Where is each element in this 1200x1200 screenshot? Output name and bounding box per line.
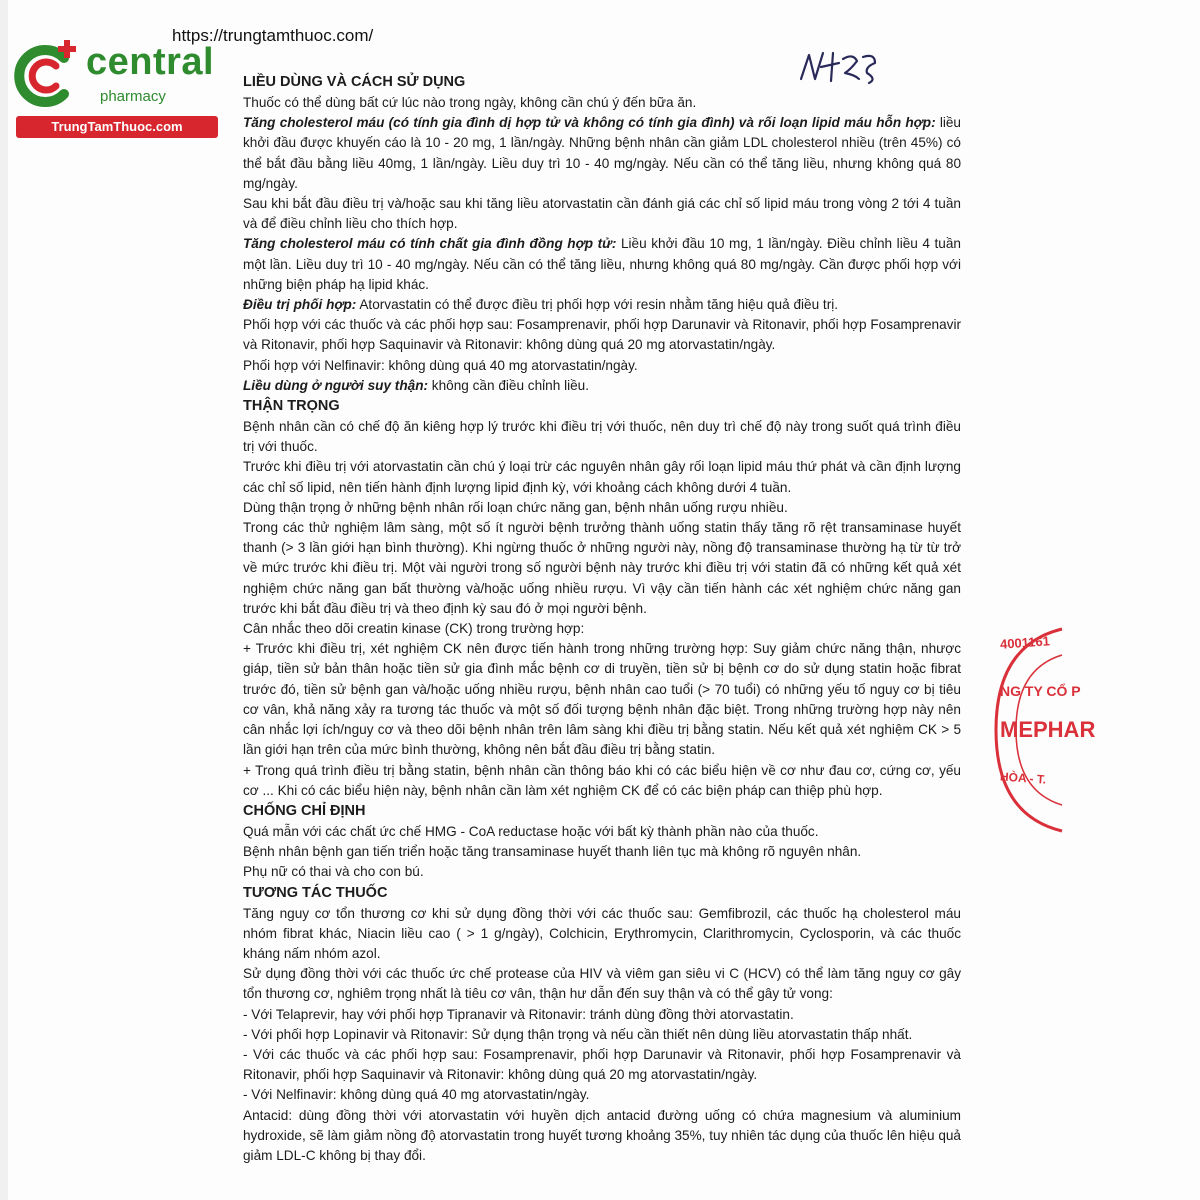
logo-banner: TrungTamThuoc.com bbox=[16, 116, 218, 138]
paragraph bbox=[243, 376, 961, 396]
logo-subtitle: pharmacy bbox=[100, 88, 166, 105]
paragraph: - Với Nelfinavir: không dùng quá 40 mg atorvastatin/ngày. bbox=[243, 1087, 590, 1103]
paragraph: Bệnh nhân cần có chế độ ăn kiêng hợp lý trước khi điều trị với thuốc, nên duy trì chế độ này trong suốt quá trình điều trị với thuốc. bbox=[243, 419, 961, 455]
section-heading-interaction: TƯƠNG TÁC THUỐC bbox=[243, 884, 388, 901]
paragraph: Cân nhắc theo dõi creatin kinase (CK) trong trường hợp: bbox=[243, 621, 585, 637]
paragraph: Sau khi bắt đầu điều trị và/hoặc sau khi tăng liều atorvastatin cần đánh giá các chỉ số lipid máu trong vòng 2 tới 4 tuần và để điều chỉnh liều cho thích hợp. bbox=[243, 196, 961, 232]
paragraph: Tăng nguy cơ tổn thương cơ khi sử dụng đồng thời với các thuốc sau: Gemfibrozil, các thuốc hạ cholesterol máu nhóm fibrat khác, Niacin liều cao ( > 1 g/ngày), Colchicin, Erythromycin, Clarithromycin, Cyclosporin, và các thuốc kháng nấm nhóm azol. bbox=[243, 905, 961, 961]
logo-name: central bbox=[86, 41, 215, 83]
central-pharmacy-logo[interactable] bbox=[12, 36, 222, 140]
stamp-text: 4001161 bbox=[999, 633, 1051, 652]
inline-label: Tăng cholesterol máu (có tính gia đình dị hợp tử và không có tính gia đình) và rối loạn lipid máu hỗn hợp: bbox=[243, 115, 936, 131]
inline-text: Liều khởi đầu 10 mg, 1 lần/ngày. Điều chỉnh liều 4 tuần một lần. Liều duy trì 10 - 40 mg/ngày. Nếu cần có thể tăng liều, nhưng không quá 80 mg/ngày. Cần được phối hợp với những biện pháp hạ lipid khác. bbox=[243, 236, 961, 292]
inline-label: Liều dùng ở người suy thận: bbox=[243, 377, 429, 393]
inline-label: Điều trị phối hợp: bbox=[243, 297, 357, 313]
paragraph: Antacid: dùng đồng thời với atorvastatin với huyền dịch antacid đường uống có chứa magnesium và aluminium hydroxide, sẽ làm giảm nồng độ atorvastatin trong huyết tương khoảng 35%, tuy nhiên tác dụng của thuốc lên hiệu quả giảm LDL-C không bị thay đổi. bbox=[243, 1107, 961, 1163]
paragraph: Phối hợp với các thuốc và các phối hợp sau: Fosamprenavir, phối hợp Darunavir và Ritonavir, phối hợp Fosamprenavir và Ritonavir, phối hợp Saquinavir và Ritonavir: không dùng quá 20 mg atorvastatin/ngày. bbox=[243, 317, 961, 353]
source-url[interactable]: https://trungtamthuoc.com/ bbox=[172, 26, 374, 45]
section-heading-contraindication: CHỐNG CHỈ ĐỊNH bbox=[243, 802, 366, 819]
paragraph: - Với phối hợp Lopinavir và Ritonavir: Sử dụng thận trọng và nếu cần thiết nên dùng liều atorvastatin thấp nhất. bbox=[243, 1026, 913, 1042]
paragraph: Thuốc có thể dùng bất cứ lúc nào trong ngày, không cần chú ý đến bữa ăn. bbox=[243, 95, 697, 110]
inline-text: liều khởi đầu được khuyến cáo là 10 - 20 mg, 1 lần/ngày. Những bệnh nhân cần giảm LDL cholesterol nhiều (trên 45%) có thể bắt đầu bằng liều 40mg, 1 lần/ngày. Liều duy trì 10 - 40 mg/ngày. Nếu cần có thể tăng liều, nhưng không quá 80 mg/ngày. bbox=[243, 115, 961, 191]
section-heading-dosage: LIỀU DÙNG VÀ CÁCH SỬ DỤNG bbox=[243, 74, 466, 90]
paragraph bbox=[243, 295, 961, 315]
inline-text: Atorvastatin có thể được điều trị phối hợp với resin nhằm tăng hiệu quả điều trị. bbox=[356, 297, 839, 313]
inline-label: Tăng cholesterol máu có tính chất gia đình đồng hợp tử: bbox=[243, 236, 617, 252]
leaflet-body bbox=[243, 72, 961, 1166]
stamp-text: NG TY CỔ P bbox=[1000, 683, 1081, 699]
scan-edge bbox=[0, 0, 8, 1200]
paragraph bbox=[243, 113, 961, 194]
stamp-text: MEPHAR bbox=[1000, 717, 1096, 742]
pharmacy-c-cross-icon bbox=[12, 36, 84, 114]
inline-text: không cần điều chỉnh liều. bbox=[428, 377, 590, 393]
paragraph: + Trong quá trình điều trị bằng statin, bệnh nhân cần thông báo khi có các biểu hiện về cơ như đau cơ, cứng cơ, yếu cơ ... Khi có các biểu hiện này, bệnh nhân cần làm xét nghiệm CK để có các biện pháp can thiệp phù hợp. bbox=[243, 762, 961, 798]
paragraph: Phụ nữ có thai và cho con bú. bbox=[243, 864, 424, 880]
paragraph: + Trước khi điều trị, xét nghiệm CK nên được tiến hành trong những trường hợp: Suy giảm chức năng thận, nhược giáp, tiền sử bản thân hoặc tiền sử gia đình mắc bệnh cơ di truyền, tiền sử bị bệnh cơ do sử dụng statin hoặc fibrat trước đó, tiền sử bệnh gan và/hoặc uống nhiều rượu, bệnh nhân cao tuổi (> 70 tuổi) có những yếu tố nguy cơ bị tiêu cơ vân, khả năng xảy ra tương tác thuốc và một số đối tượng bệnh nhân đặc biệt. Trong những trường hợp này nên cân nhắc lợi ích/nguy cơ và theo dõi bệnh nhân trên lâm sàng khi điều trị bằng statin. Nếu kết quả xét nghiệm CK > 5 lần giới hạn trên của mức bình thường, không nên bắt đầu điều trị bằng statin. bbox=[243, 641, 961, 758]
paragraph: Bệnh nhân bệnh gan tiến triển hoặc tăng transaminase huyết thanh liên tục mà không rõ nguyên nhân. bbox=[243, 844, 862, 860]
stamp-text: HÒA - T. bbox=[999, 769, 1047, 787]
paragraph: Dùng thận trọng ở những bệnh nhân rối loạn chức năng gan, bệnh nhân uống rượu nhiều. bbox=[243, 499, 788, 515]
section-heading-caution: THẬN TRỌNG bbox=[243, 398, 340, 415]
paragraph: - Với các thuốc và các phối hợp sau: Fosamprenavir, phối hợp Darunavir và Ritonavir, phối hợp Fosamprenavir và Ritonavir, phối hợp Saquinavir và Ritonavir: không dùng quá 20 mg atorvastatin/ngày. bbox=[243, 1046, 961, 1083]
paragraph: Trong các thử nghiệm lâm sàng, một số ít người bệnh trưởng thành uống statin thấy tăng rõ rệt transaminase huyết thanh (> 3 lần giới hạn bình thường). Khi ngừng thuốc ở những người này, nồng độ transaminase thường hạ từ từ trở về mức trước khi điều trị. Một vài người trong số người bệnh này trước khi điều trị với statin đã có những kết quả xét nghiệm chức năng gan bất thường và/hoặc uống nhiều rượu. Vì vậy cần tiến hành các xét nghiệm chức năng gan trước khi bắt đầu điều trị và theo định kỳ sau đó ở mọi người bệnh. bbox=[243, 520, 961, 616]
paragraph: Trước khi điều trị với atorvastatin cần chú ý loại trừ các nguyên nhân gây rối loạn lipid máu thứ phát và cần định lượng các chỉ số lipid, nên tiến hành định lượng lipid định kỳ, với khoảng cách không dưới 4 tuần. bbox=[243, 459, 961, 495]
paragraph: Phối hợp với Nelfinavir: không dùng quá 40 mg atorvastatin/ngày. bbox=[243, 357, 638, 373]
paragraph bbox=[243, 234, 961, 295]
paragraph: - Với Telaprevir, hay với phối hợp Tipranavir và Ritonavir: tránh dùng đồng thời atorvastatin. bbox=[243, 1006, 794, 1022]
paragraph: Quá mẫn với các chất ức chế HMG - CoA reductase hoặc với bất kỳ thành phần nào của thuốc. bbox=[243, 823, 819, 839]
company-stamp bbox=[992, 625, 1096, 835]
paragraph: Sử dụng đồng thời với các thuốc ức chế protease của HIV và viêm gan siêu vi C (HCV) có thể làm tăng nguy cơ gây tổn thương cơ, nghiêm trọng nhất là tiêu cơ vân, thận hư dẫn đến suy thận và có thể gây tử vong: bbox=[243, 966, 961, 1002]
